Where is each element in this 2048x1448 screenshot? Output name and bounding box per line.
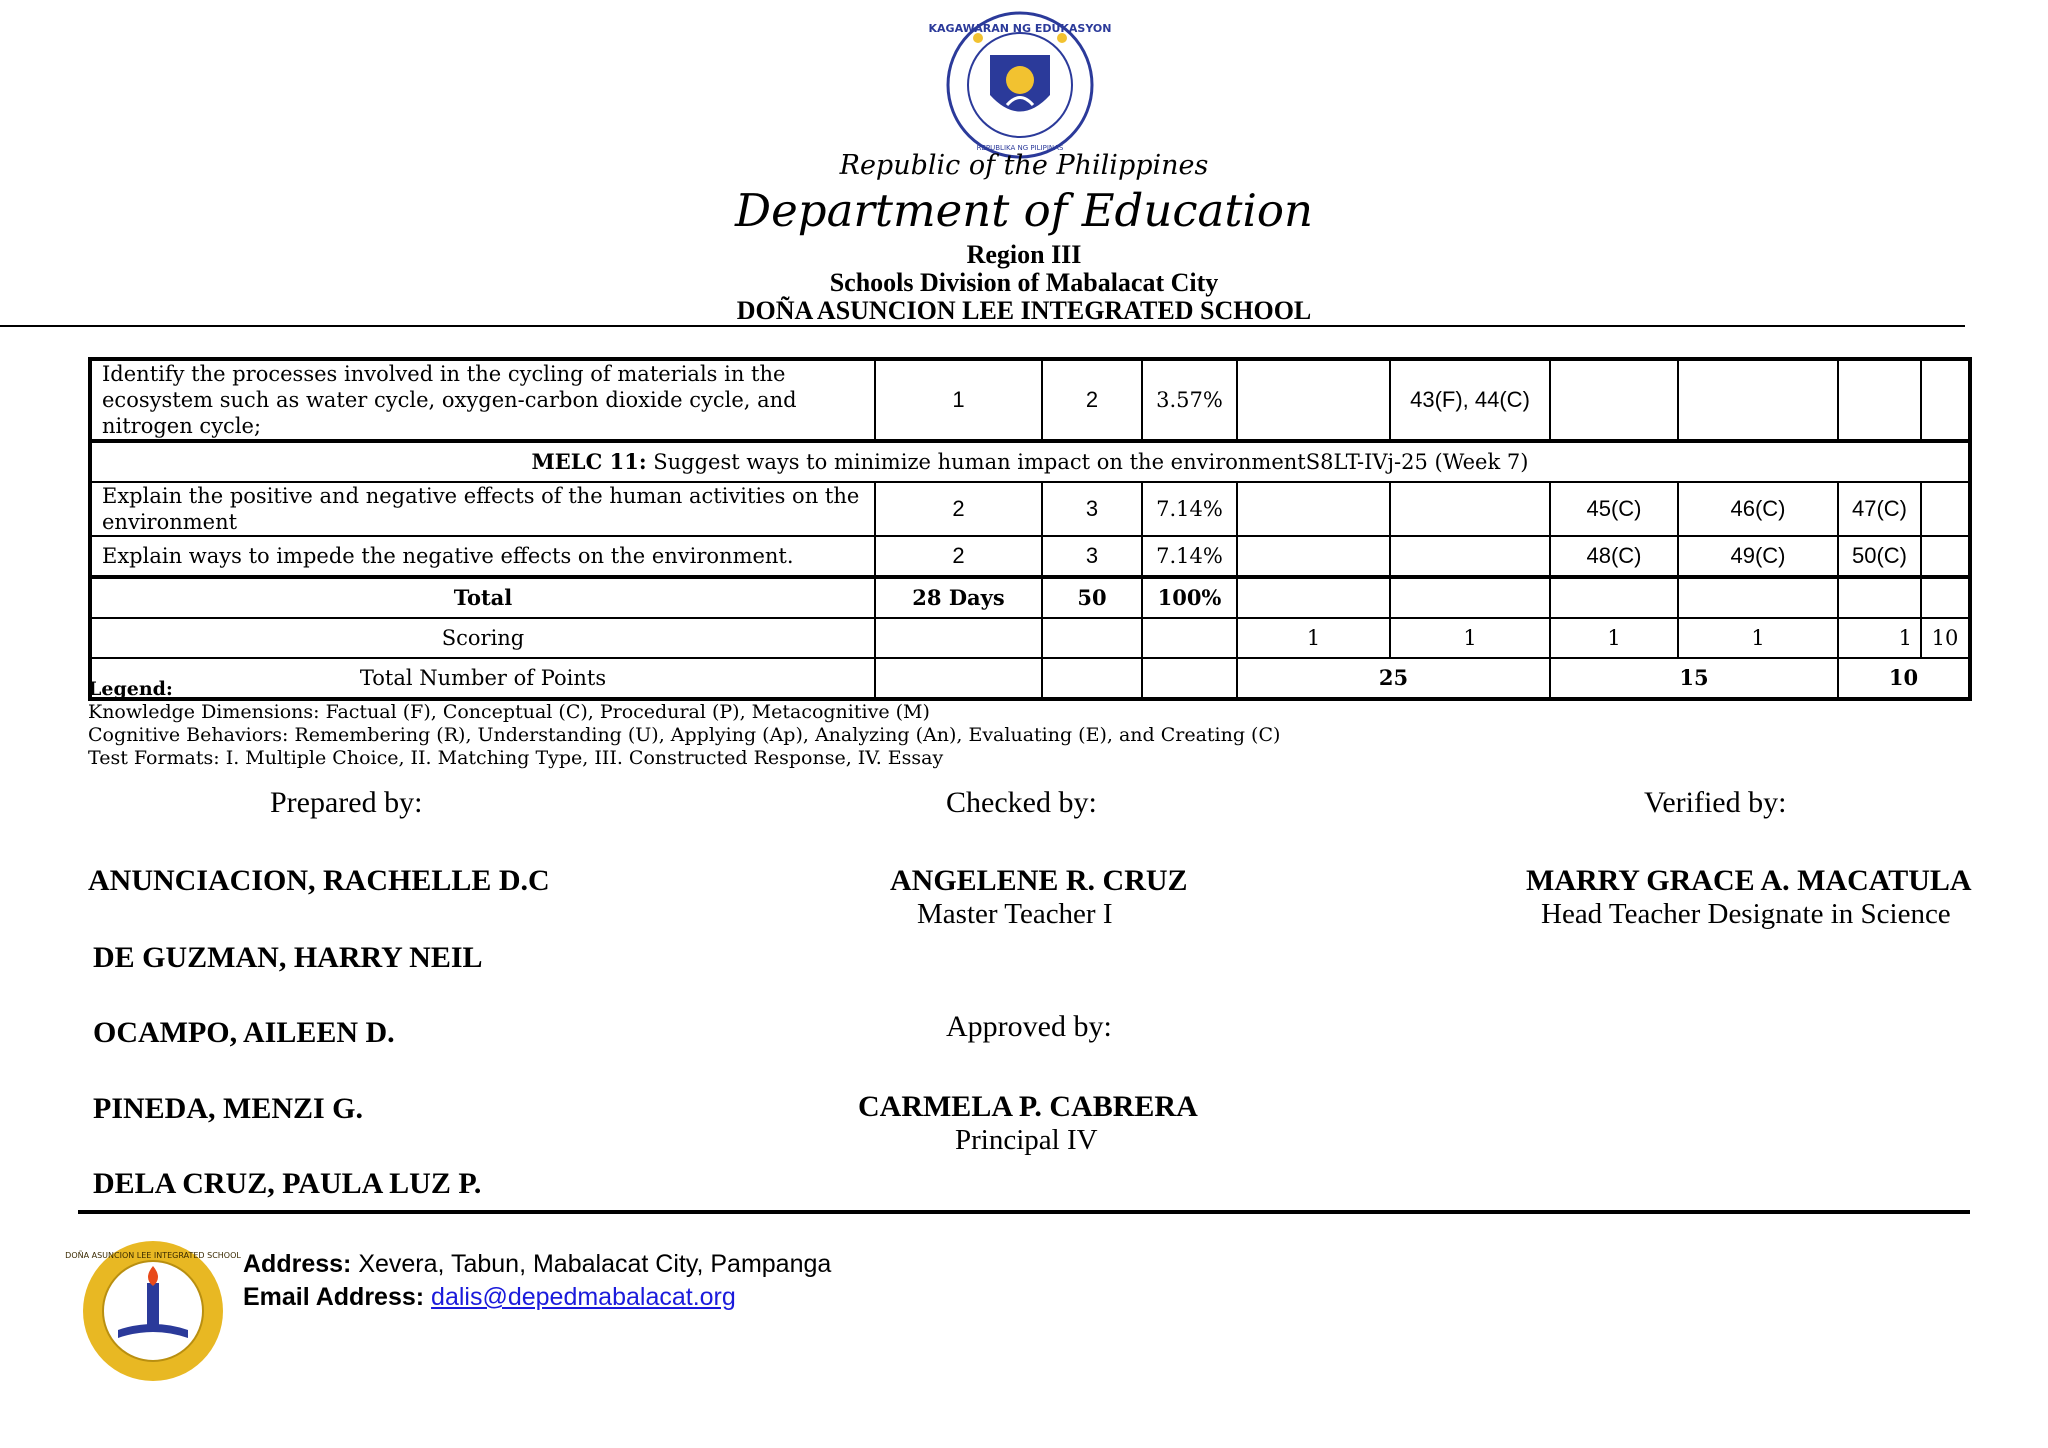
item-cell [1921,536,1970,577]
approver-name: CARMELA P. CABRERA [858,1090,1198,1123]
preparer-name: DE GUZMAN, HARRY NEIL [93,941,483,974]
republic-heading: Republic of the Philippines [839,150,1209,181]
points-group: 15 [1550,658,1838,699]
empty-cell [875,618,1042,658]
item-cell: 50(C) [1838,536,1921,577]
address-line [243,1250,831,1279]
melc-row [90,441,1970,482]
item-cell [1838,359,1921,441]
item-cell: 47(C) [1838,482,1921,536]
email-line [243,1283,736,1312]
deped-seal-logo [928,10,1112,160]
legend-title: Legend: [88,678,173,700]
empty-cell [1921,577,1970,618]
svg-text:REPUBLIKA NG PILIPINAS: REPUBLIKA NG PILIPINAS [976,144,1064,152]
division-heading: Schools Division of Mabalacat City [829,268,1219,297]
checker-name: ANGELENE R. CRUZ [890,864,1188,897]
scoring-cell: 1 [1237,618,1390,658]
points-group: 10 [1838,658,1970,699]
percent-cell: 7.14% [1142,536,1237,577]
checked-by-label: Checked by: [946,786,1097,819]
school-logo [65,1238,241,1384]
school-heading: DOÑA ASUNCION LEE INTEGRATED SCHOOL [736,296,1312,325]
scoring-cell: 10 [1921,618,1970,658]
item-cell: 45(C) [1550,482,1678,536]
email-link[interactable]: dalis@depedmabalacat.org [431,1283,736,1311]
scoring-cell: 1 [1550,618,1678,658]
competency-cell: Explain ways to impede the negative effects on the environment. [90,536,875,577]
scoring-cell: 1 [1390,618,1550,658]
verified-by-label: Verified by: [1644,786,1787,819]
melc-label: MELC 11: [531,449,647,474]
svg-text:KAGAWARAN NG EDUKASYON: KAGAWARAN NG EDUKASYON [928,22,1112,35]
department-heading: Department of Education [735,184,1313,237]
email-label: Email Address: [243,1283,425,1311]
preparer-name: PINEDA, MENZI G. [93,1092,364,1125]
item-cell [1550,359,1678,441]
item-cell [1390,536,1550,577]
empty-cell [1838,577,1921,618]
days-cell: 2 [875,482,1042,536]
empty-cell [1678,577,1838,618]
competency-cell: Explain the positive and negative effects of the human activities on the environment [90,482,875,536]
legend-line: Cognitive Behaviors: Remembering (R), Understanding (U), Applying (Ap), Analyzing (An), Evaluating (E), and Creating (C) [88,724,1281,746]
percent-cell: 7.14% [1142,482,1237,536]
items-cell: 3 [1042,536,1142,577]
address-value: Xevera, Tabun, Mabalacat City, Pampanga [351,1250,832,1278]
item-cell [1678,359,1838,441]
item-cell: 49(C) [1678,536,1838,577]
empty-cell [1142,618,1237,658]
total-row [90,577,1970,618]
items-cell: 3 [1042,482,1142,536]
scoring-row [90,618,1970,658]
table-row [90,359,1970,441]
preparer-name: ANUNCIACION, RACHELLE D.C [88,864,550,897]
item-cell: 43(F), 44(C) [1390,359,1550,441]
points-label: Total Number of Points [90,658,875,699]
scoring-cell: 1 [1838,618,1921,658]
total-percent: 100% [1142,577,1237,618]
total-items: 50 [1042,577,1142,618]
scoring-cell: 1 [1678,618,1838,658]
checker-title: Master Teacher I [917,898,1113,930]
verifier-name: MARRY GRACE A. MACATULA [1526,864,1972,897]
approved-by-label: Approved by: [946,1010,1112,1043]
percent-cell: 3.57% [1142,359,1237,441]
table-row [90,536,1970,577]
item-cell [1390,482,1550,536]
empty-cell [1550,577,1678,618]
total-label: Total [90,577,875,618]
days-cell: 2 [875,536,1042,577]
total-days: 28 Days [875,577,1042,618]
legend-line: Knowledge Dimensions: Factual (F), Conceptual (C), Procedural (P), Metacognitive (M) [88,701,930,723]
verifier-title: Head Teacher Designate in Science [1541,898,1951,930]
item-cell [1921,359,1970,441]
preparer-name: DELA CRUZ, PAULA LUZ P. [93,1167,482,1200]
approver-title: Principal IV [955,1124,1098,1156]
legend [88,678,1280,770]
scoring-label: Scoring [90,618,875,658]
address-label: Address: [243,1250,352,1278]
preparer-name: OCAMPO, AILEEN D. [93,1016,395,1049]
melc-text: Suggest ways to minimize human impact on the environmentS8LT-IVj-25 (Week 7) [646,450,1529,474]
item-cell [1237,482,1390,536]
item-cell [1921,482,1970,536]
item-cell: 46(C) [1678,482,1838,536]
region-heading: Region III [966,240,1082,269]
competency-cell: Identify the processes involved in the cycling of materials in the ecosystem such as water cycle, oxygen-carbon dioxide cycle, and nitrogen cycle; [90,359,875,441]
table-of-specifications [88,357,1972,701]
points-group: 25 [1237,658,1550,699]
empty-cell [1042,618,1142,658]
table-row [90,482,1970,536]
empty-cell [1237,577,1390,618]
item-cell: 48(C) [1550,536,1678,577]
item-cell [1237,359,1390,441]
legend-line: Test Formats: I. Multiple Choice, II. Matching Type, III. Constructed Response, IV. Essay [88,747,944,769]
melc-heading [90,441,1970,482]
items-cell: 2 [1042,359,1142,441]
svg-text:DOÑA ASUNCION LEE INTEGRATED S: DOÑA ASUNCION LEE INTEGRATED SCHOOL [65,1251,241,1260]
header-divider [0,325,1965,327]
item-cell [1237,536,1390,577]
days-cell: 1 [875,359,1042,441]
empty-cell [1390,577,1550,618]
footer-divider [78,1210,1970,1214]
prepared-by-label: Prepared by: [270,786,423,819]
